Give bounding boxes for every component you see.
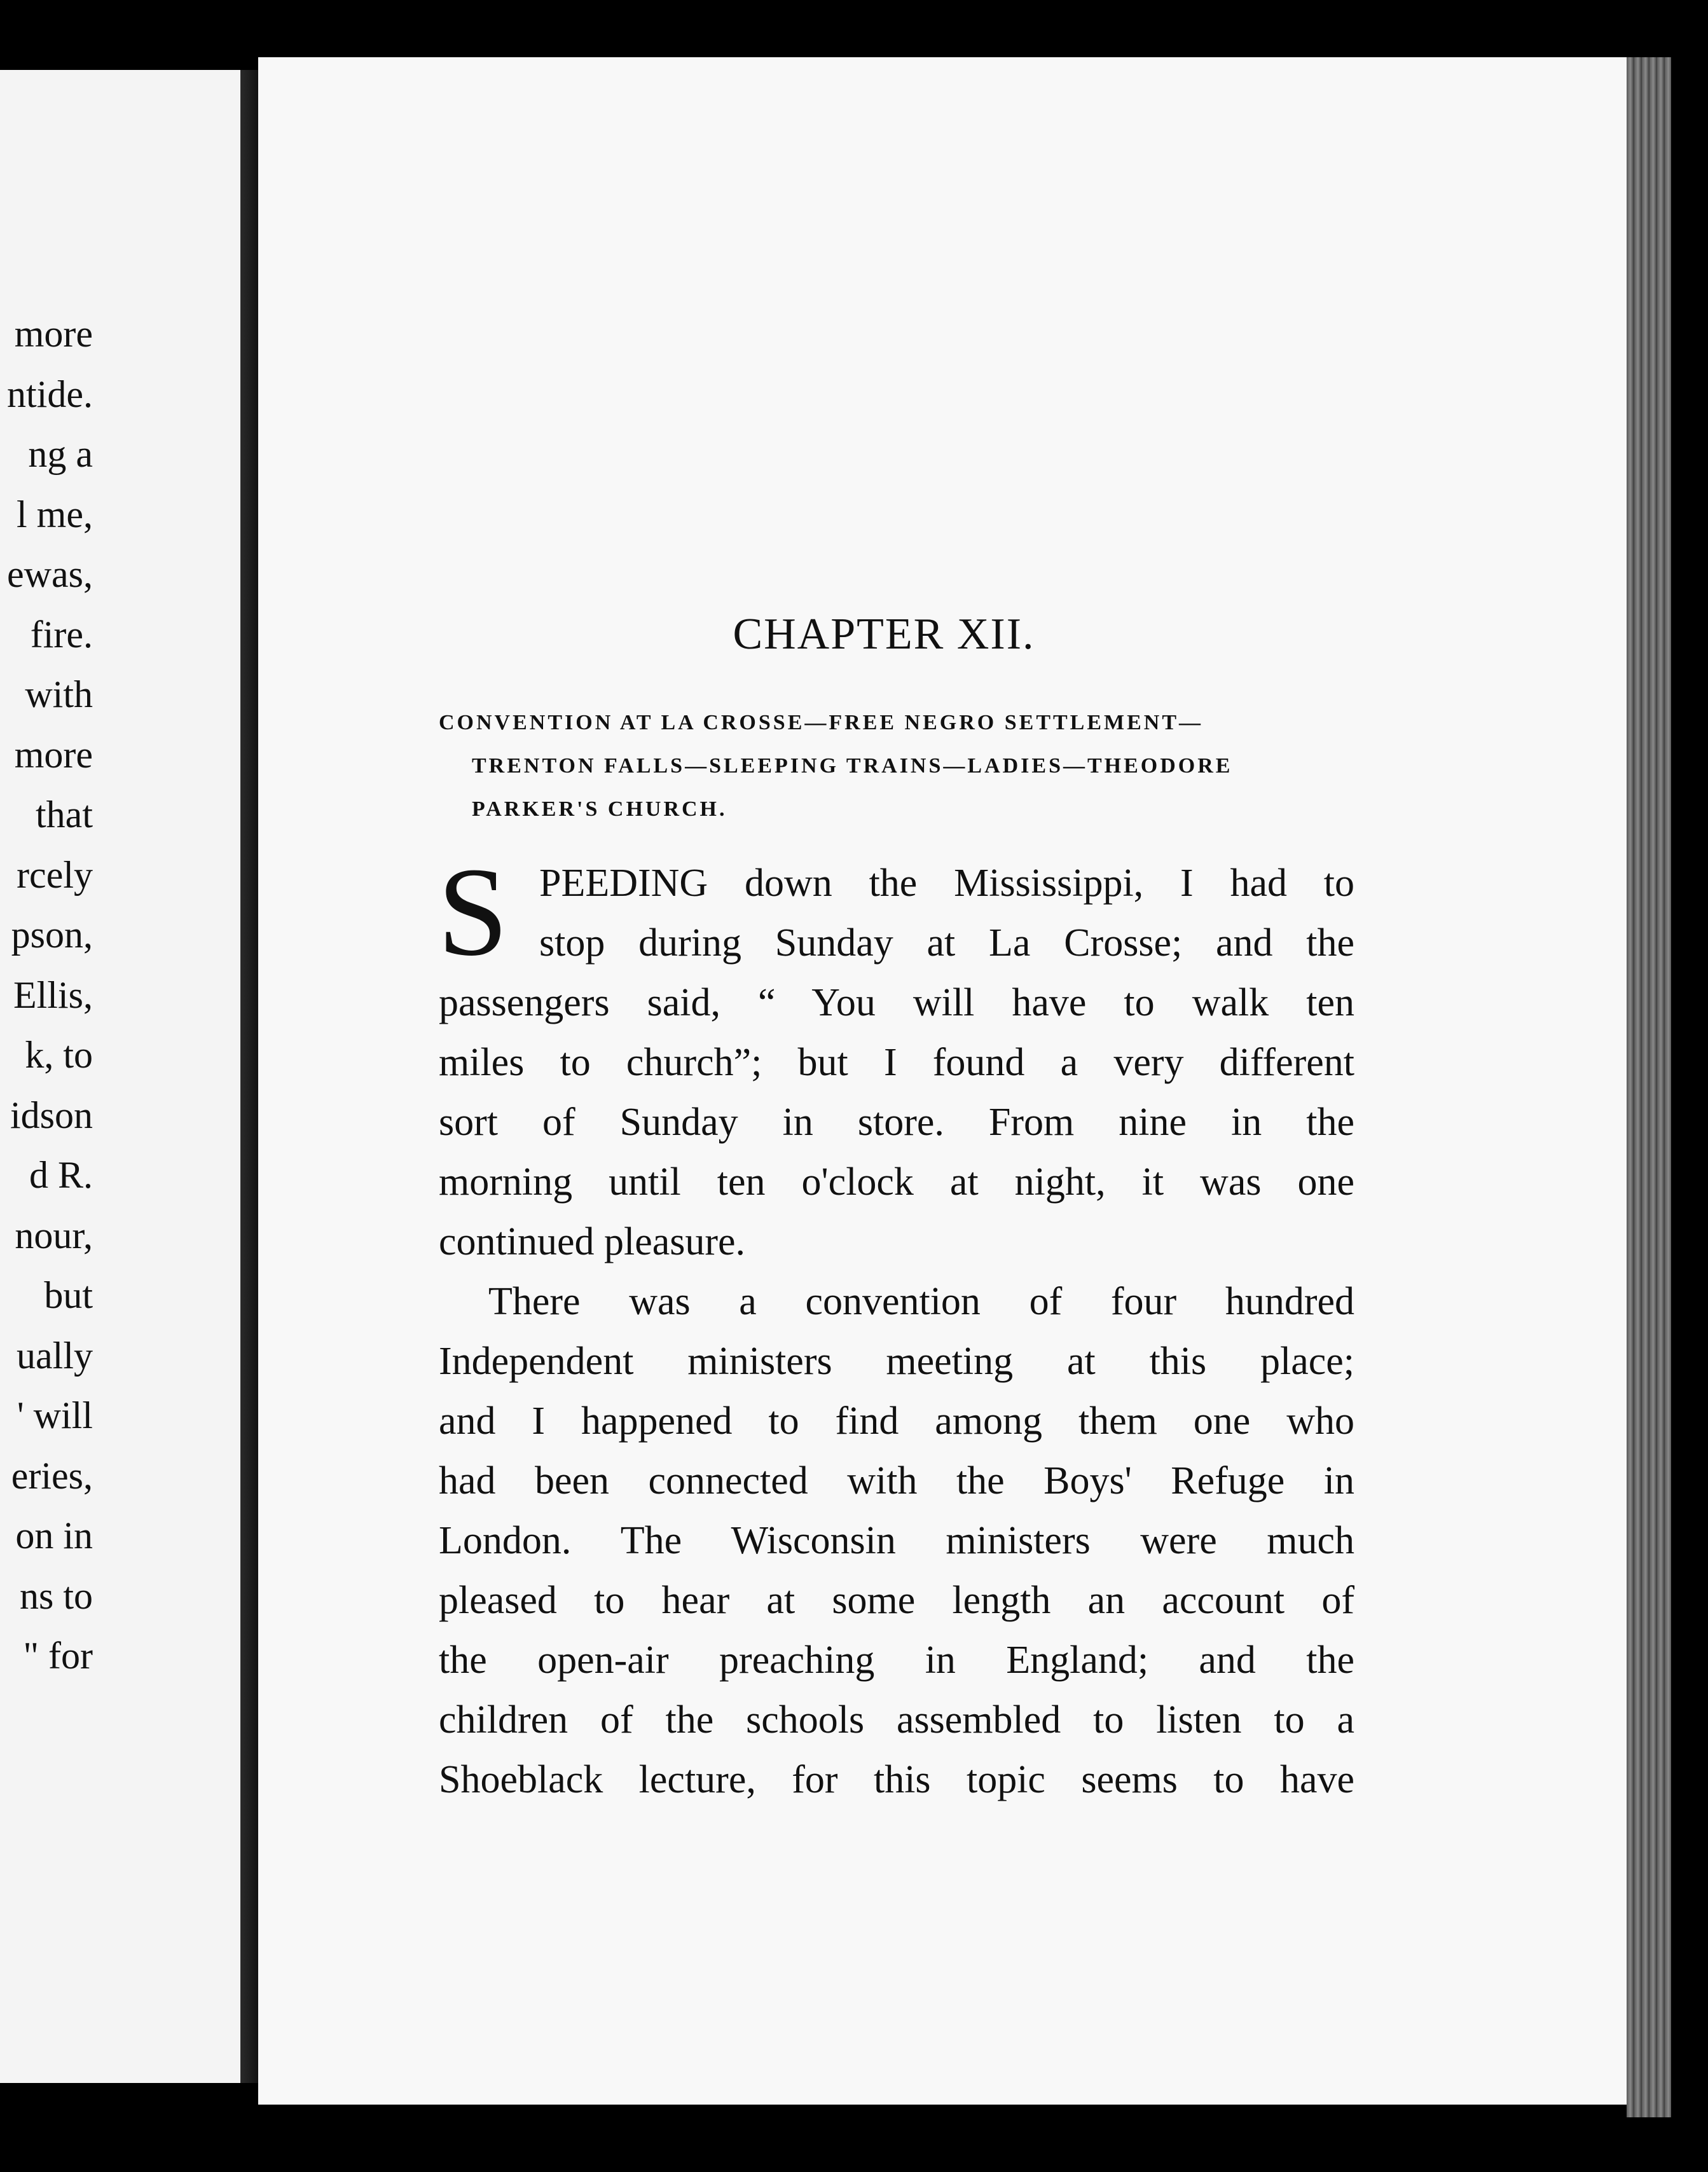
body-line: children of the schools assembled to listen to a <box>439 1698 1354 1742</box>
left-text-line: fire. <box>30 613 93 656</box>
left-text-line: eries, <box>11 1454 93 1497</box>
body-line: There was a convention of four hundred <box>488 1280 1354 1323</box>
body-line: and I happened to find among them one who <box>439 1399 1354 1443</box>
left-text-line: rcely <box>17 853 93 896</box>
body-line: PEEDING down the Mississippi, I had to <box>539 862 1354 905</box>
body-line: passengers said, “ You will have to walk ten <box>439 981 1354 1024</box>
body-line: Independent ministers meeting at this place; <box>439 1340 1354 1383</box>
body-line: sort of Sunday in store. From nine in the <box>439 1101 1354 1144</box>
chapter-summary-line: TRENTON FALLS—SLEEPING TRAINS—LADIES—THEODORE <box>472 754 1233 778</box>
body-line: Shoeblack lecture, for this topic seems to have <box>439 1758 1354 1801</box>
left-text-line: ' will <box>17 1394 93 1436</box>
body-line: London. The Wisconsin ministers were much <box>439 1519 1354 1562</box>
left-text-line: Ellis, <box>13 973 93 1016</box>
left-text-line: k, to <box>25 1034 93 1076</box>
drop-cap: S <box>437 842 509 982</box>
body-line: miles to church”; but I found a very different <box>439 1041 1354 1084</box>
left-text-line: d R. <box>29 1154 93 1196</box>
left-text-line: on in <box>15 1515 93 1557</box>
page-edges <box>1627 57 1671 2117</box>
body-line: had been connected with the Boys' Refuge in <box>439 1459 1354 1502</box>
left-text-line: ntide. <box>7 373 93 415</box>
chapter-summary-line: PARKER'S CHURCH. <box>472 797 727 821</box>
left-page-text <box>0 304 93 1686</box>
book-gutter <box>240 70 259 2083</box>
left-text-line: pson, <box>11 914 93 956</box>
left-text-line: nour, <box>15 1214 93 1256</box>
left-text-line: " for <box>23 1635 93 1677</box>
body-line: stop during Sunday at La Crosse; and the <box>539 921 1354 965</box>
chapter-title: CHAPTER XII. <box>733 610 1035 659</box>
body-line: the open-air preaching in England; and the <box>439 1639 1354 1682</box>
left-text-line: that <box>36 794 93 835</box>
left-text-line: l me, <box>17 493 93 535</box>
body-line: morning until ten o'clock at night, it was one <box>439 1160 1354 1204</box>
body-line: continued pleasure. <box>439 1220 746 1263</box>
left-text-line: but <box>44 1274 93 1316</box>
body-line: pleased to hear at some length an account of <box>439 1579 1354 1622</box>
left-text-line: ewas, <box>7 553 93 595</box>
chapter-summary-line: CONVENTION AT LA CROSSE—FREE NEGRO SETTLEMENT— <box>439 711 1204 734</box>
left-text-line: ns to <box>19 1574 93 1617</box>
left-text-line: more <box>14 733 93 776</box>
left-text-line: ng a <box>28 433 93 475</box>
left-text-line: idson <box>10 1094 93 1136</box>
left-text-line: more <box>14 313 93 355</box>
left-text-line: with <box>25 673 93 715</box>
left-text-line: ually <box>17 1334 93 1377</box>
